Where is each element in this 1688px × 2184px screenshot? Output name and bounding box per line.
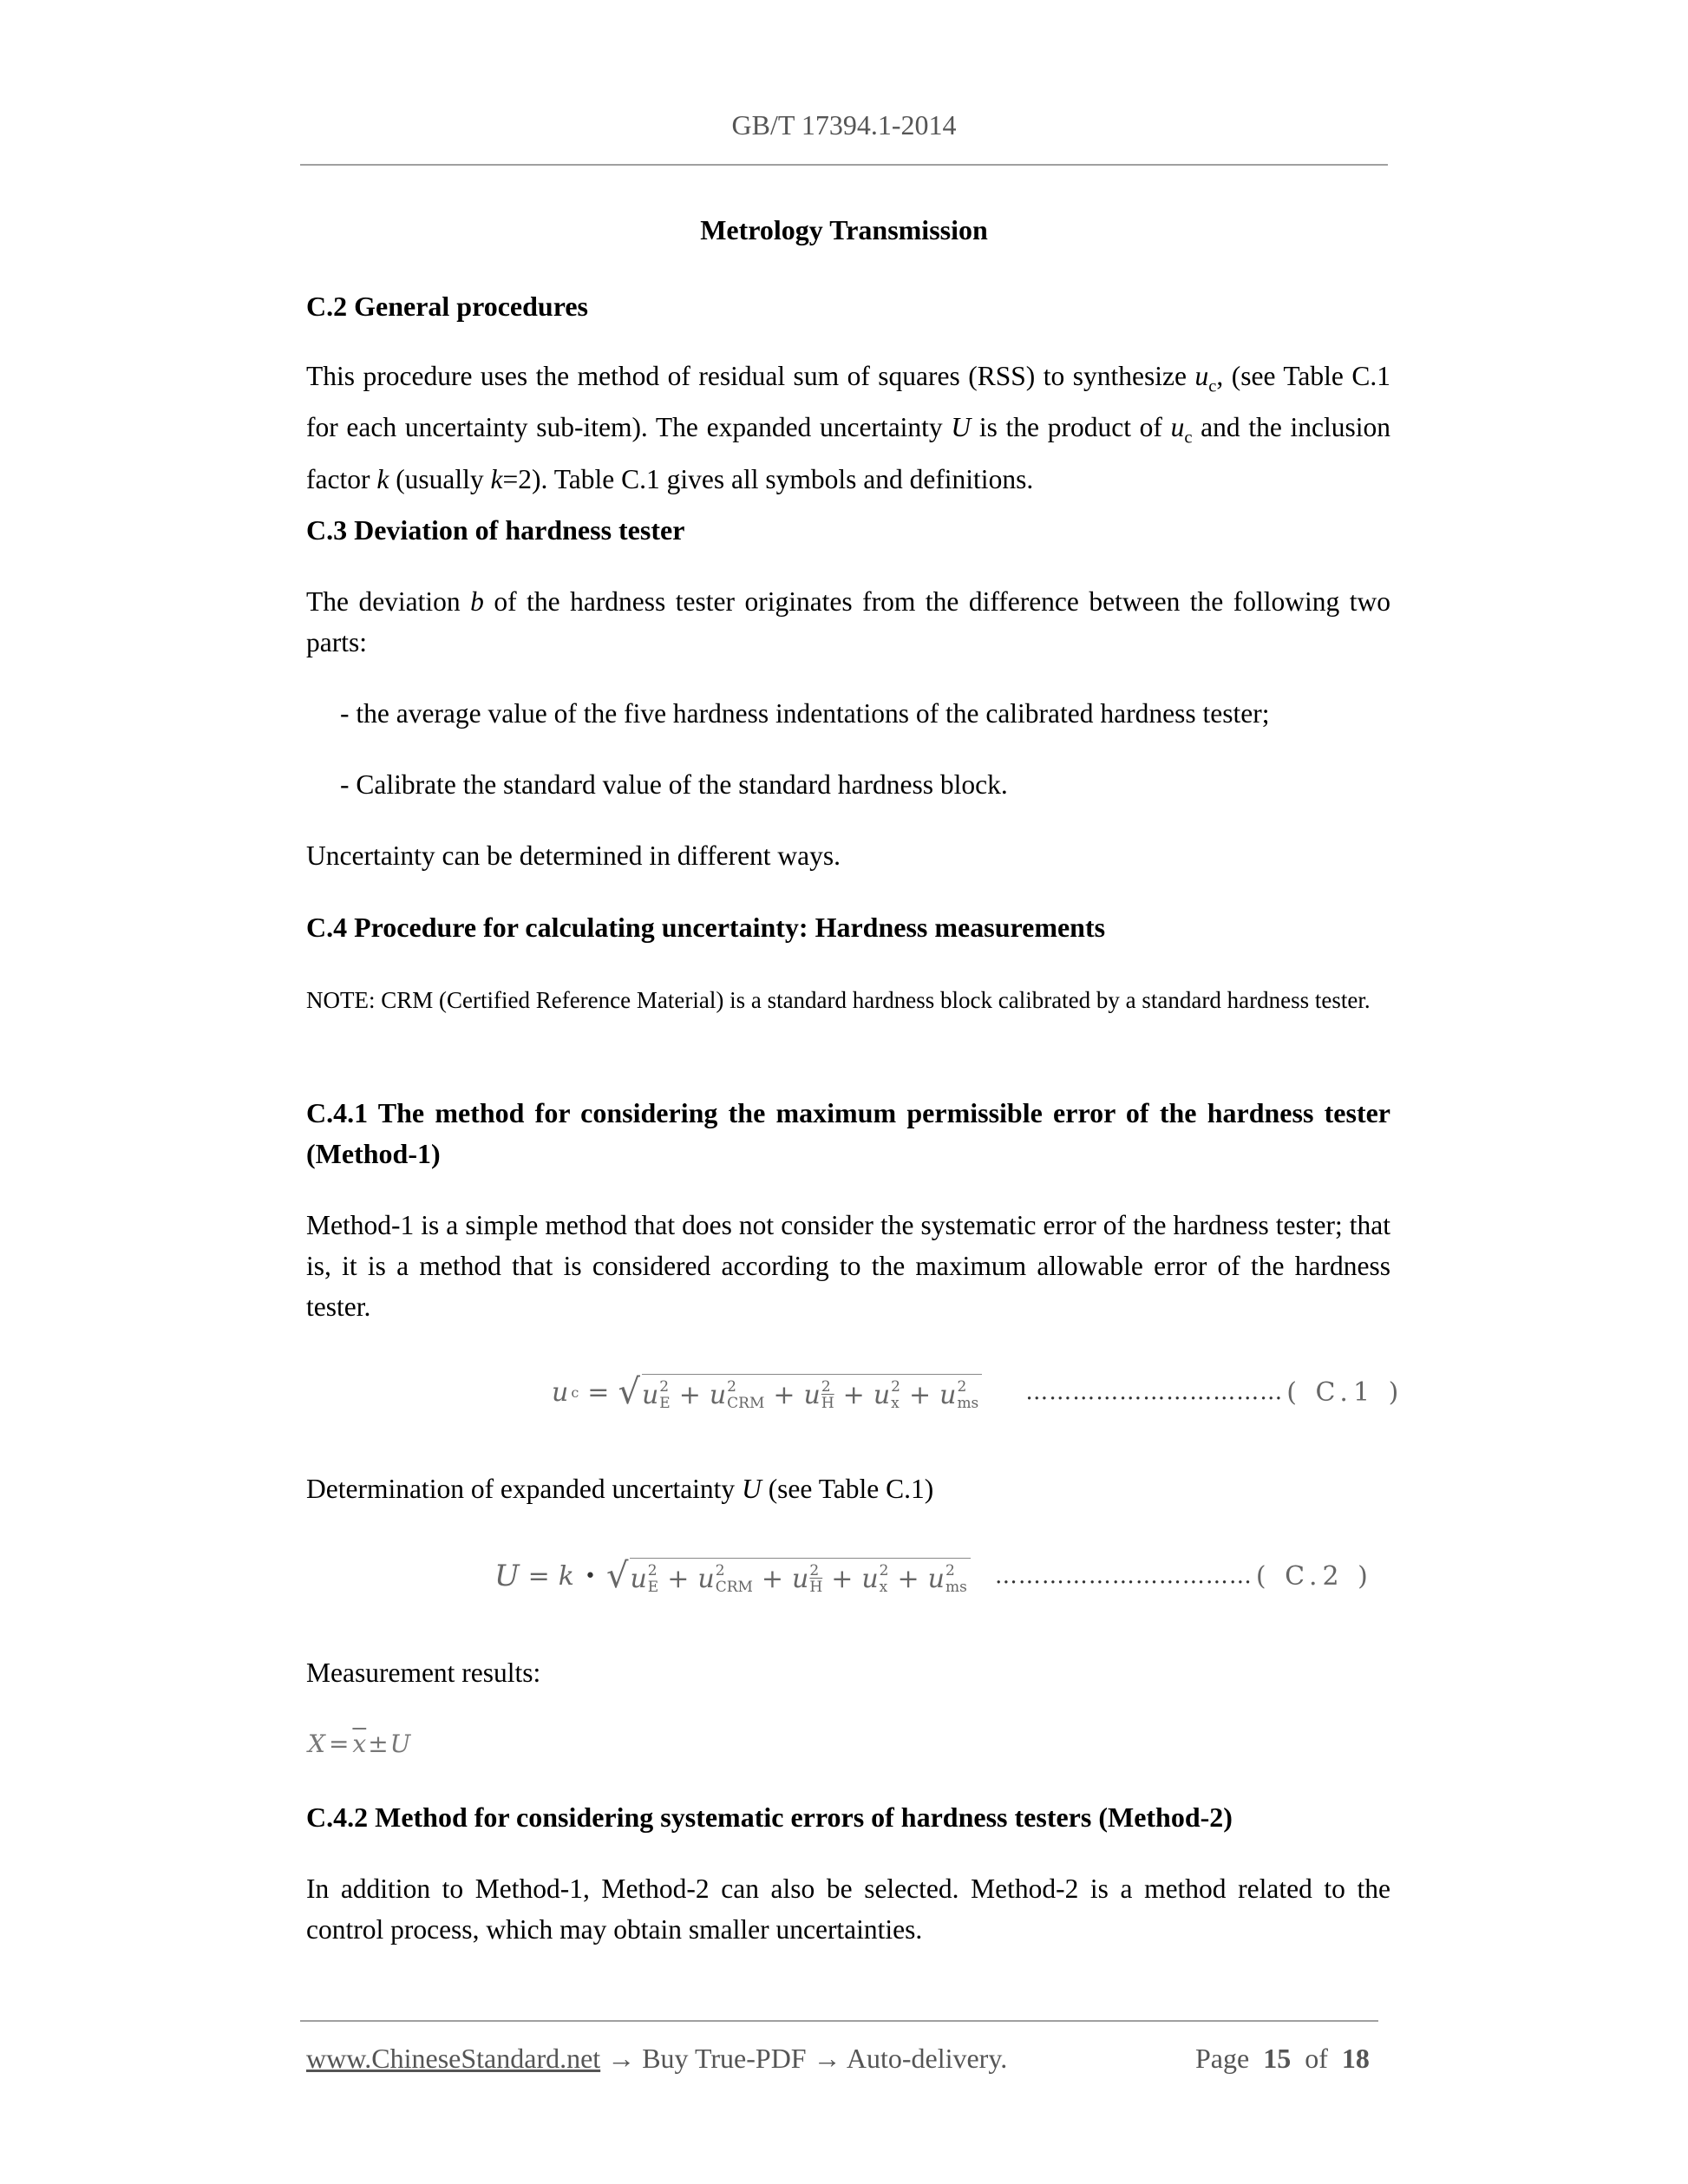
chinese-standard-link[interactable]: www.ChineseStandard.net (306, 2043, 601, 2074)
square-root: √ u 2 E + u 2 CRM + u 2 $\overline{H}$ + u 2 x + u 2 ms (606, 1556, 971, 1596)
document-code-header: GB/T 17394.1-2014 (731, 109, 957, 141)
list-item: - Calibrate the standard value of the standard hardness block. (340, 769, 1008, 800)
total-pages: 18 (1341, 2043, 1370, 2074)
paragraph-method-1: Method-1 is a simple method that does not consider the systematic error of the hardness tester; that is, it is a method that is considered according to the maximum allowable error of the hardness tester. (306, 1210, 1390, 1322)
equation-c1: u c = √ u 2 E + u 2 CRM + u 2 $\overline{H}$ + u 2 x + u 2 ms …………………………… ( C.1 ) (552, 1372, 1404, 1412)
current-page: 15 (1263, 2043, 1292, 2074)
page-title: Metrology Transmission (700, 214, 988, 245)
measurement-results-label: Measurement results: (306, 1658, 541, 1688)
footer-divider (300, 2020, 1378, 2022)
page-indicator: Page 15 of 18 (1195, 2043, 1370, 2074)
header-divider (300, 164, 1388, 166)
footer-promo: www.ChineseStandard.net → Buy True-PDF → Auto-delivery. (306, 2043, 1008, 2074)
paragraph-method-2: In addition to Method-1, Method-2 can also be selected. Method-2 is a method related to the control process, which may obtain smaller uncertainties. (306, 1873, 1390, 1945)
section-heading-c2: C.2 General procedures (306, 291, 588, 322)
section-heading-c41: C.4.1 The method for considering the maximum permissible error of the hardness tester (Method-1) (306, 1097, 1390, 1169)
paragraph-c3-closing: Uncertainty can be determined in different ways. (306, 840, 841, 871)
paragraph-c2: This procedure uses the method of residual sum of squares (RSS) to synthesize $u_c$, (see Table C.1 for each uncertainty sub-item). The expanded uncertainty U is the product of $u_c$ and the inclusion factor k (usually k=2). Table C.1 gives all symbols and definitions. (306, 361, 1390, 494)
equation-number-c1: ( C.1 ) (1286, 1376, 1404, 1408)
section-heading-c3: C.3 Deviation of hardness tester (306, 514, 685, 546)
section-heading-c4: C.4 Procedure for calculating uncertainty: Hardness measurements (306, 912, 1106, 943)
list-item: - the average value of the five hardness indentations of the calibrated hardness tester; (340, 698, 1270, 729)
result-formula: $X = \overline{x}\pm U$ (308, 1730, 411, 1758)
equation-number-c2: ( C.2 ) (1255, 1560, 1373, 1592)
equation-c2: U = k • √ u 2 E + u 2 CRM + u 2 $\overline{H}$ + u 2 x + u 2 ms …………………………… ( C.2 ) (494, 1556, 1373, 1596)
arrow-right-icon: → (813, 2043, 841, 2074)
paragraph-c3: The deviation b of the hardness tester originates from the difference between the following two parts: (306, 586, 1390, 657)
note-crm: NOTE: CRM (Certified Reference Material) is a standard hardness block calibrated by a standard hardness tester. (306, 987, 1371, 1013)
section-heading-c42: C.4.2 Method for considering systematic errors of hardness testers (Method-2) (306, 1801, 1233, 1833)
paragraph-determination: Determination of expanded uncertainty U (see Table C.1) (306, 1474, 934, 1504)
square-root: √ u 2 E + u 2 CRM + u 2 $\overline{H}$ + u 2 x + u 2 ms (618, 1372, 982, 1412)
arrow-right-icon: → (607, 2043, 636, 2074)
